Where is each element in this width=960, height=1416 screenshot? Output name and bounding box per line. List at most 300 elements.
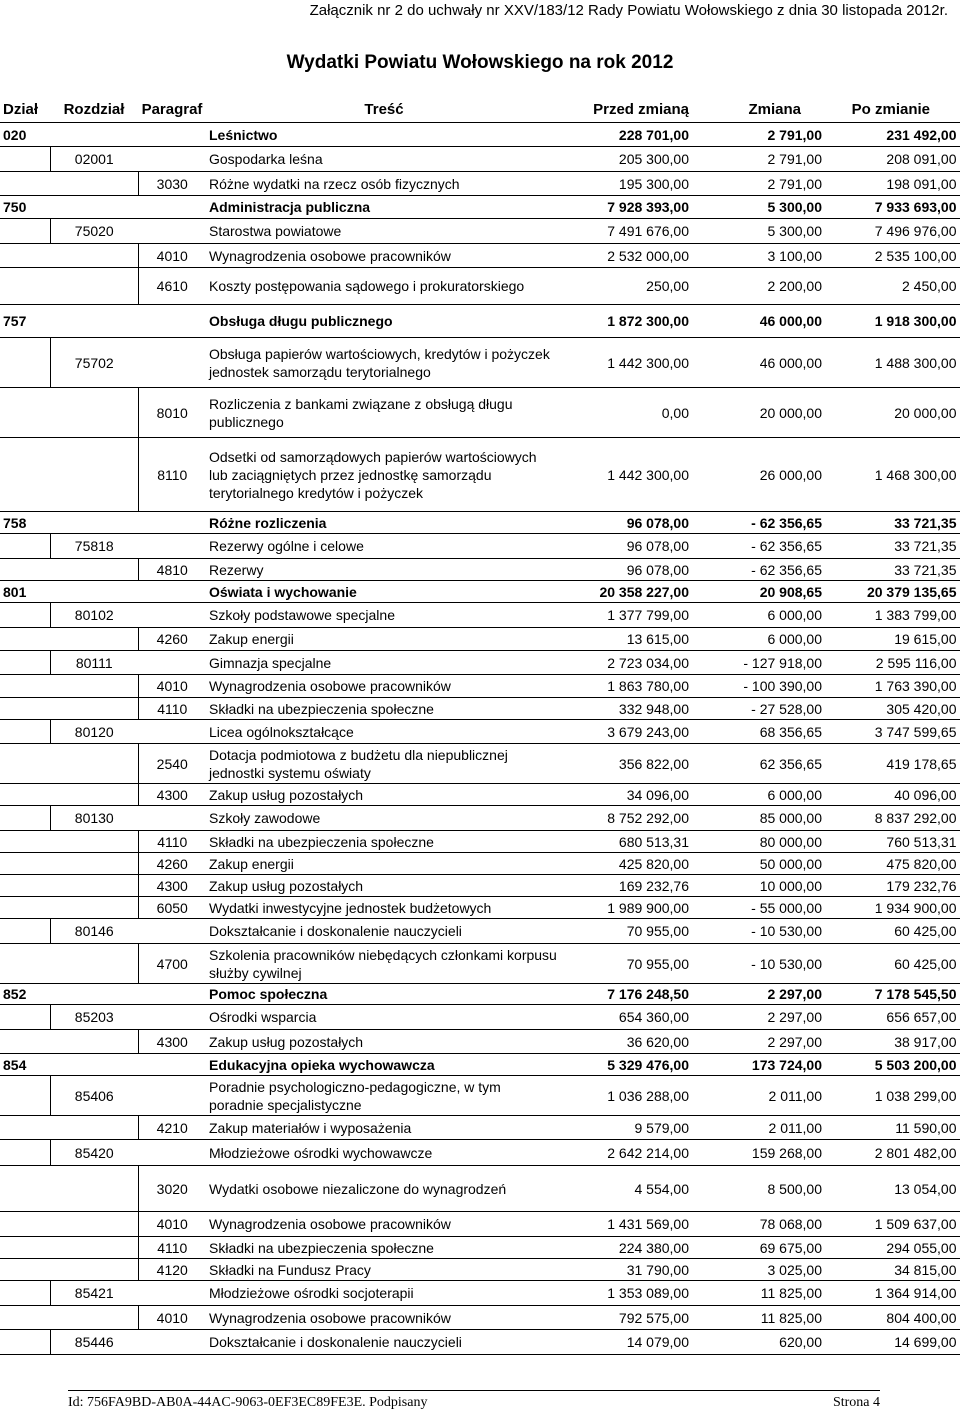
zmiana-cell: 2 791,00 — [692, 123, 825, 147]
rozdzial-cell: 80102 — [50, 603, 138, 628]
tresc-cell: Odsetki od samorządowych papierów wartościowych lub zaciągniętych przez jednostkę samorządu terytorialnego kredytów i pożyczek — [206, 438, 562, 512]
rozdzial-cell: 80120 — [50, 720, 138, 744]
rozdzial-cell — [50, 944, 138, 984]
rozdzial-cell — [50, 1237, 138, 1259]
po-zmianie-cell: 1 763 390,00 — [825, 675, 960, 698]
przed-zmiana-cell: 1 863 780,00 — [562, 675, 692, 698]
col-paragraf: Paragraf — [138, 96, 206, 123]
table-row — [0, 1054, 960, 1076]
dzial-cell — [0, 338, 50, 388]
po-zmianie-cell: 60 425,00 — [825, 944, 960, 984]
paragraf-cell: 4810 — [138, 559, 206, 581]
zmiana-cell: 11 825,00 — [692, 1306, 825, 1330]
table-row — [0, 1306, 960, 1330]
paragraf-cell — [138, 534, 206, 559]
rozdzial-cell: 85421 — [50, 1281, 138, 1306]
paragraf-cell: 4300 — [138, 784, 206, 806]
przed-zmiana-cell: 96 078,00 — [562, 512, 692, 534]
zmiana-cell: - 55 000,00 — [692, 897, 825, 919]
table-row — [0, 1212, 960, 1237]
paragraf-cell — [138, 1076, 206, 1116]
przed-zmiana-cell: 1 353 089,00 — [562, 1281, 692, 1306]
rozdzial-cell — [50, 172, 138, 196]
zmiana-cell: 6 000,00 — [692, 784, 825, 806]
po-zmianie-cell: 760 513,31 — [825, 831, 960, 853]
tresc-cell: Składki na ubezpieczenia społeczne — [206, 1237, 562, 1259]
paragraf-cell — [138, 147, 206, 172]
dzial-cell — [0, 919, 50, 944]
dzial-cell — [0, 1212, 50, 1237]
zmiana-cell: - 62 356,65 — [692, 512, 825, 534]
document-id: Id: 756FA9BD-AB0A-44AC-9063-0EF3EC89FE3E. Podpisany — [68, 1395, 428, 1410]
przed-zmiana-cell: 70 955,00 — [562, 944, 692, 984]
tresc-cell: Koszty postępowania sądowego i prokuratorskiego — [206, 268, 562, 305]
rozdzial-cell: 02001 — [50, 147, 138, 172]
col-dzial: Dział — [0, 96, 50, 123]
przed-zmiana-cell: 34 096,00 — [562, 784, 692, 806]
table-row — [0, 744, 960, 784]
zmiana-cell: 6 000,00 — [692, 628, 825, 651]
zmiana-cell: 173 724,00 — [692, 1054, 825, 1076]
dzial-cell — [0, 831, 50, 853]
rozdzial-cell — [50, 512, 138, 534]
table-row — [0, 147, 960, 172]
col-tresc: Treść — [206, 96, 562, 123]
rozdzial-cell: 85420 — [50, 1140, 138, 1166]
przed-zmiana-cell: 1 872 300,00 — [562, 305, 692, 338]
po-zmianie-cell: 208 091,00 — [825, 147, 960, 172]
po-zmianie-cell: 656 657,00 — [825, 1005, 960, 1030]
przed-zmiana-cell: 0,00 — [562, 388, 692, 438]
dzial-cell — [0, 1281, 50, 1306]
table-row — [0, 581, 960, 603]
rozdzial-cell — [50, 675, 138, 698]
rozdzial-cell — [50, 984, 138, 1005]
table-row — [0, 1166, 960, 1212]
dzial-cell — [0, 603, 50, 628]
przed-zmiana-cell: 4 554,00 — [562, 1166, 692, 1212]
rozdzial-cell — [50, 628, 138, 651]
rozdzial-cell — [50, 1259, 138, 1281]
przed-zmiana-cell: 7 491 676,00 — [562, 219, 692, 244]
table-row — [0, 305, 960, 338]
table-row — [0, 853, 960, 875]
paragraf-cell: 4010 — [138, 675, 206, 698]
rozdzial-cell — [50, 196, 138, 219]
rozdzial-cell — [50, 438, 138, 512]
paragraf-cell: 4110 — [138, 1237, 206, 1259]
po-zmianie-cell: 1 364 914,00 — [825, 1281, 960, 1306]
po-zmianie-cell: 14 699,00 — [825, 1330, 960, 1355]
dzial-cell — [0, 875, 50, 897]
rozdzial-cell — [50, 559, 138, 581]
paragraf-cell — [138, 196, 206, 219]
tresc-cell: Wynagrodzenia osobowe pracowników — [206, 675, 562, 698]
zmiana-cell: 3 100,00 — [692, 244, 825, 268]
tresc-cell: Rozliczenia z bankami związane z obsługą długu publicznego — [206, 388, 562, 438]
przed-zmiana-cell: 96 078,00 — [562, 559, 692, 581]
table-row — [0, 1140, 960, 1166]
przed-zmiana-cell: 70 955,00 — [562, 919, 692, 944]
zmiana-cell: 3 025,00 — [692, 1259, 825, 1281]
zmiana-cell: 20 908,65 — [692, 581, 825, 603]
po-zmianie-cell: 419 178,65 — [825, 744, 960, 784]
zmiana-cell: 2 011,00 — [692, 1076, 825, 1116]
przed-zmiana-cell: 224 380,00 — [562, 1237, 692, 1259]
przed-zmiana-cell: 332 948,00 — [562, 698, 692, 720]
table-row — [0, 1281, 960, 1306]
tresc-cell: Dotacja podmiotowa z budżetu dla niepublicznej jednostki systemu oświaty — [206, 744, 562, 784]
table-row — [0, 698, 960, 720]
zmiana-cell: 69 675,00 — [692, 1237, 825, 1259]
po-zmianie-cell: 231 492,00 — [825, 123, 960, 147]
paragraf-cell: 4010 — [138, 1212, 206, 1237]
po-zmianie-cell: 5 503 200,00 — [825, 1054, 960, 1076]
table-row — [0, 651, 960, 675]
po-zmianie-cell: 198 091,00 — [825, 172, 960, 196]
zmiana-cell: 5 300,00 — [692, 219, 825, 244]
table-row — [0, 1030, 960, 1054]
po-zmianie-cell: 33 721,35 — [825, 559, 960, 581]
dzial-cell — [0, 1030, 50, 1054]
paragraf-cell: 4210 — [138, 1116, 206, 1140]
paragraf-cell: 3030 — [138, 172, 206, 196]
przed-zmiana-cell: 7 176 248,50 — [562, 984, 692, 1005]
po-zmianie-cell: 2 535 100,00 — [825, 244, 960, 268]
table-row — [0, 172, 960, 196]
rozdzial-cell — [50, 1306, 138, 1330]
table-row — [0, 1005, 960, 1030]
przed-zmiana-cell: 1 377 799,00 — [562, 603, 692, 628]
zmiana-cell: 2 200,00 — [692, 268, 825, 305]
dzial-cell — [0, 172, 50, 196]
dzial-cell: 750 — [0, 196, 50, 219]
table-row — [0, 123, 960, 147]
dzial-cell — [0, 1140, 50, 1166]
dzial-cell — [0, 897, 50, 919]
zmiana-cell: - 62 356,65 — [692, 559, 825, 581]
dzial-cell — [0, 1237, 50, 1259]
zmiana-cell: 11 825,00 — [692, 1281, 825, 1306]
dzial-cell — [0, 628, 50, 651]
table-row — [0, 1237, 960, 1259]
attachment-note: Załącznik nr 2 do uchwały nr XXV/183/12 Rady Powiatu Wołowskiego z dnia 30 listopada 2012r. — [309, 2, 948, 19]
po-zmianie-cell: 20 000,00 — [825, 388, 960, 438]
paragraf-cell: 8110 — [138, 438, 206, 512]
przed-zmiana-cell: 654 360,00 — [562, 1005, 692, 1030]
tresc-cell: Szkoły zawodowe — [206, 806, 562, 831]
po-zmianie-cell: 33 721,35 — [825, 534, 960, 559]
paragraf-cell — [138, 123, 206, 147]
tresc-cell: Zakup usług pozostałych — [206, 1030, 562, 1054]
dzial-cell: 854 — [0, 1054, 50, 1076]
rozdzial-cell — [50, 875, 138, 897]
zmiana-cell: 46 000,00 — [692, 305, 825, 338]
rozdzial-cell: 85406 — [50, 1076, 138, 1116]
paragraf-cell — [138, 603, 206, 628]
col-rozdzial: Rozdział — [50, 96, 138, 123]
tresc-cell: Edukacyjna opieka wychowawcza — [206, 1054, 562, 1076]
paragraf-cell — [138, 1054, 206, 1076]
dzial-cell — [0, 388, 50, 438]
tresc-cell: Dokształcanie i doskonalenie nauczycieli — [206, 919, 562, 944]
dzial-cell — [0, 944, 50, 984]
przed-zmiana-cell: 356 822,00 — [562, 744, 692, 784]
paragraf-cell — [138, 919, 206, 944]
po-zmianie-cell: 1 934 900,00 — [825, 897, 960, 919]
rozdzial-cell — [50, 1116, 138, 1140]
dzial-cell — [0, 784, 50, 806]
table-row — [0, 1076, 960, 1116]
rozdzial-cell: 85446 — [50, 1330, 138, 1355]
budget-table — [0, 96, 960, 1355]
rozdzial-cell — [50, 897, 138, 919]
tresc-cell: Starostwa powiatowe — [206, 219, 562, 244]
rozdzial-cell: 75020 — [50, 219, 138, 244]
paragraf-cell — [138, 1005, 206, 1030]
dzial-cell — [0, 1306, 50, 1330]
przed-zmiana-cell: 3 679 243,00 — [562, 720, 692, 744]
paragraf-cell — [138, 305, 206, 338]
zmiana-cell: 2 011,00 — [692, 1116, 825, 1140]
zmiana-cell: 50 000,00 — [692, 853, 825, 875]
rozdzial-cell — [50, 123, 138, 147]
przed-zmiana-cell: 96 078,00 — [562, 534, 692, 559]
table-row — [0, 720, 960, 744]
zmiana-cell: 85 000,00 — [692, 806, 825, 831]
dzial-cell — [0, 853, 50, 875]
rozdzial-cell — [50, 744, 138, 784]
dzial-cell — [0, 744, 50, 784]
po-zmianie-cell: 33 721,35 — [825, 512, 960, 534]
przed-zmiana-cell: 31 790,00 — [562, 1259, 692, 1281]
tresc-cell: Młodzieżowe ośrodki socjoterapii — [206, 1281, 562, 1306]
zmiana-cell: 2 791,00 — [692, 147, 825, 172]
col-po-zmianie: Po zmianie — [825, 96, 960, 123]
paragraf-cell: 4700 — [138, 944, 206, 984]
przed-zmiana-cell: 195 300,00 — [562, 172, 692, 196]
page-number: Strona 4 — [832, 1395, 880, 1410]
paragraf-cell — [138, 806, 206, 831]
dzial-cell — [0, 806, 50, 831]
dzial-cell — [0, 147, 50, 172]
po-zmianie-cell: 34 815,00 — [825, 1259, 960, 1281]
przed-zmiana-cell: 169 232,76 — [562, 875, 692, 897]
zmiana-cell: 2 791,00 — [692, 172, 825, 196]
table-row — [0, 1116, 960, 1140]
po-zmianie-cell: 1 383 799,00 — [825, 603, 960, 628]
table-row — [0, 219, 960, 244]
przed-zmiana-cell: 7 928 393,00 — [562, 196, 692, 219]
przed-zmiana-cell: 5 329 476,00 — [562, 1054, 692, 1076]
dzial-cell — [0, 651, 50, 675]
po-zmianie-cell: 1 488 300,00 — [825, 338, 960, 388]
dzial-cell: 757 — [0, 305, 50, 338]
po-zmianie-cell: 38 917,00 — [825, 1030, 960, 1054]
dzial-cell: 852 — [0, 984, 50, 1005]
paragraf-cell: 4010 — [138, 1306, 206, 1330]
paragraf-cell — [138, 512, 206, 534]
rozdzial-cell — [50, 784, 138, 806]
table-row — [0, 512, 960, 534]
paragraf-cell: 8010 — [138, 388, 206, 438]
po-zmianie-cell: 8 837 292,00 — [825, 806, 960, 831]
po-zmianie-cell: 3 747 599,65 — [825, 720, 960, 744]
table-row — [0, 831, 960, 853]
paragraf-cell — [138, 1140, 206, 1166]
rozdzial-cell — [50, 698, 138, 720]
dzial-cell: 758 — [0, 512, 50, 534]
tresc-cell: Oświata i wychowanie — [206, 581, 562, 603]
tresc-cell: Ośrodki wsparcia — [206, 1005, 562, 1030]
po-zmianie-cell: 179 232,76 — [825, 875, 960, 897]
tresc-cell: Poradnie psychologiczno-pedagogiczne, w tym poradnie specjalistyczne — [206, 1076, 562, 1116]
paragraf-cell: 4110 — [138, 831, 206, 853]
rozdzial-cell — [50, 244, 138, 268]
paragraf-cell — [138, 984, 206, 1005]
zmiana-cell: 2 297,00 — [692, 1030, 825, 1054]
table-row — [0, 806, 960, 831]
po-zmianie-cell: 7 496 976,00 — [825, 219, 960, 244]
paragraf-cell — [138, 720, 206, 744]
zmiana-cell: 26 000,00 — [692, 438, 825, 512]
zmiana-cell: 10 000,00 — [692, 875, 825, 897]
dzial-cell — [0, 1005, 50, 1030]
tresc-cell: Zakup usług pozostałych — [206, 784, 562, 806]
rozdzial-cell: 75818 — [50, 534, 138, 559]
rozdzial-cell — [50, 831, 138, 853]
przed-zmiana-cell: 205 300,00 — [562, 147, 692, 172]
dzial-cell — [0, 268, 50, 305]
rozdzial-cell — [50, 1212, 138, 1237]
przed-zmiana-cell: 1 442 300,00 — [562, 438, 692, 512]
po-zmianie-cell: 475 820,00 — [825, 853, 960, 875]
tresc-cell: Zakup energii — [206, 628, 562, 651]
tresc-cell: Składki na Fundusz Pracy — [206, 1259, 562, 1281]
po-zmianie-cell: 1 468 300,00 — [825, 438, 960, 512]
po-zmianie-cell: 804 400,00 — [825, 1306, 960, 1330]
paragraf-cell: 2540 — [138, 744, 206, 784]
table-row — [0, 438, 960, 512]
po-zmianie-cell: 7 933 693,00 — [825, 196, 960, 219]
table-row — [0, 628, 960, 651]
przed-zmiana-cell: 9 579,00 — [562, 1116, 692, 1140]
paragraf-cell — [138, 1330, 206, 1355]
po-zmianie-cell: 1 038 299,00 — [825, 1076, 960, 1116]
po-zmianie-cell: 2 450,00 — [825, 268, 960, 305]
przed-zmiana-cell: 36 620,00 — [562, 1030, 692, 1054]
table-row — [0, 244, 960, 268]
zmiana-cell: 159 268,00 — [692, 1140, 825, 1166]
tresc-cell: Zakup materiałów i wyposażenia — [206, 1116, 562, 1140]
rozdzial-cell — [50, 1166, 138, 1212]
po-zmianie-cell: 2 801 482,00 — [825, 1140, 960, 1166]
zmiana-cell: - 127 918,00 — [692, 651, 825, 675]
tresc-cell: Leśnictwo — [206, 123, 562, 147]
tresc-cell: Rezerwy ogólne i celowe — [206, 534, 562, 559]
po-zmianie-cell: 60 425,00 — [825, 919, 960, 944]
tresc-cell: Szkoły podstawowe specjalne — [206, 603, 562, 628]
paragraf-cell — [138, 1281, 206, 1306]
paragraf-cell — [138, 581, 206, 603]
zmiana-cell: 80 000,00 — [692, 831, 825, 853]
rozdzial-cell — [50, 853, 138, 875]
paragraf-cell — [138, 338, 206, 388]
przed-zmiana-cell: 2 642 214,00 — [562, 1140, 692, 1166]
rozdzial-cell — [50, 305, 138, 338]
po-zmianie-cell: 13 054,00 — [825, 1166, 960, 1212]
przed-zmiana-cell: 2 723 034,00 — [562, 651, 692, 675]
paragraf-cell: 4120 — [138, 1259, 206, 1281]
tresc-cell: Wynagrodzenia osobowe pracowników — [206, 1212, 562, 1237]
rozdzial-cell: 80111 — [50, 651, 138, 675]
po-zmianie-cell: 11 590,00 — [825, 1116, 960, 1140]
paragraf-cell: 3020 — [138, 1166, 206, 1212]
przed-zmiana-cell: 1 989 900,00 — [562, 897, 692, 919]
paragraf-cell: 4110 — [138, 698, 206, 720]
table-row — [0, 268, 960, 305]
table-row — [0, 944, 960, 984]
zmiana-cell: 20 000,00 — [692, 388, 825, 438]
przed-zmiana-cell: 1 036 288,00 — [562, 1076, 692, 1116]
tresc-cell: Różne wydatki na rzecz osób fizycznych — [206, 172, 562, 196]
zmiana-cell: 8 500,00 — [692, 1166, 825, 1212]
tresc-cell: Rezerwy — [206, 559, 562, 581]
tresc-cell: Pomoc społeczna — [206, 984, 562, 1005]
table-row — [0, 784, 960, 806]
tresc-cell: Składki na ubezpieczenia społeczne — [206, 831, 562, 853]
tresc-cell: Gimnazja specjalne — [206, 651, 562, 675]
przed-zmiana-cell: 2 532 000,00 — [562, 244, 692, 268]
po-zmianie-cell: 19 615,00 — [825, 628, 960, 651]
zmiana-cell: 78 068,00 — [692, 1212, 825, 1237]
rozdzial-cell — [50, 268, 138, 305]
tresc-cell: Gospodarka leśna — [206, 147, 562, 172]
tresc-cell: Młodzieżowe ośrodki wychowawcze — [206, 1140, 562, 1166]
po-zmianie-cell: 1 918 300,00 — [825, 305, 960, 338]
tresc-cell: Różne rozliczenia — [206, 512, 562, 534]
table-row — [0, 196, 960, 219]
przed-zmiana-cell: 425 820,00 — [562, 853, 692, 875]
col-przed-zmiana: Przed zmianą — [562, 96, 692, 123]
table-row — [0, 875, 960, 897]
table-row — [0, 1259, 960, 1281]
dzial-cell — [0, 1166, 50, 1212]
tresc-cell: Obsługa długu publicznego — [206, 305, 562, 338]
dzial-cell — [0, 1330, 50, 1355]
table-row — [0, 984, 960, 1005]
dzial-cell — [0, 720, 50, 744]
dzial-cell — [0, 1076, 50, 1116]
rozdzial-cell: 85203 — [50, 1005, 138, 1030]
rozdzial-cell: 80130 — [50, 806, 138, 831]
dzial-cell — [0, 244, 50, 268]
table-row — [0, 559, 960, 581]
rozdzial-cell: 80146 — [50, 919, 138, 944]
page-footer — [68, 1390, 880, 1411]
tresc-cell: Obsługa papierów wartościowych, kredytów i pożyczek jednostek samorządu terytorialnego — [206, 338, 562, 388]
przed-zmiana-cell: 20 358 227,00 — [562, 581, 692, 603]
tresc-cell: Administracja publiczna — [206, 196, 562, 219]
po-zmianie-cell: 305 420,00 — [825, 698, 960, 720]
tresc-cell: Składki na ubezpieczenia społeczne — [206, 698, 562, 720]
table-row — [0, 675, 960, 698]
przed-zmiana-cell: 228 701,00 — [562, 123, 692, 147]
tresc-cell: Wynagrodzenia osobowe pracowników — [206, 1306, 562, 1330]
zmiana-cell: 2 297,00 — [692, 984, 825, 1005]
tresc-cell: Zakup usług pozostałych — [206, 875, 562, 897]
zmiana-cell: 6 000,00 — [692, 603, 825, 628]
